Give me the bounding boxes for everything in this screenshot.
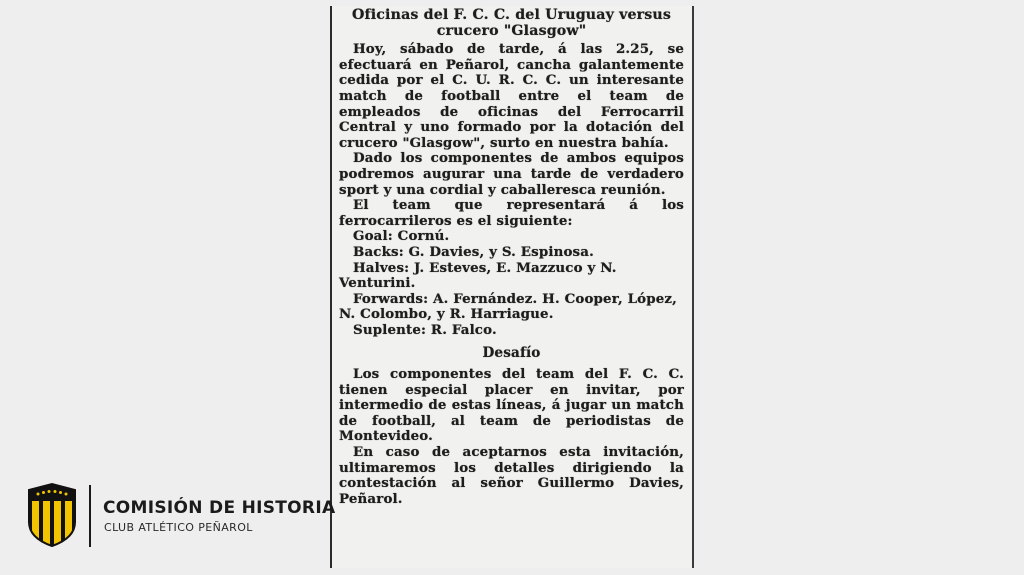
brand-title: COMISIÓN DE HISTORIA — [103, 498, 336, 518]
brand-divider — [89, 485, 91, 547]
article-paragraph-2: Dado los componentes de ambos equipos podremos augurar una tarde de verdadero sport y una cordial y caballeresca reunión. — [339, 150, 684, 198]
roster-halves: Halves: J. Esteves, E. Mazzuco y N. Venturini. — [339, 259, 617, 292]
roster-backs: Backs: G. Davies, y S. Espinosa. — [353, 243, 594, 260]
headline-line-2: crucero "Glasgow" — [436, 22, 587, 39]
article-paragraph-5: En caso de aceptarnos esta invitación, ultimaremos los detalles dirigiendo la contestación al señor Guillermo Davies, Peñarol. — [339, 444, 684, 507]
team-roster — [339, 229, 684, 338]
roster-suplente: Suplente: R. Falco. — [353, 321, 497, 338]
club-shield-icon — [26, 482, 78, 548]
article-headline — [339, 8, 684, 39]
article-paragraph-3: El team que representará á los ferrocarrileros es el siguiente: — [339, 197, 684, 229]
roster-forwards: Forwards: A. Fernández. H. Cooper, López, N. Colombo, y R. Harriague. — [339, 290, 677, 323]
article-paragraph-4: Los componentes del team del F. C. C. tienen especial placer en invitar, por intermedio de estas líneas, á jugar un match de football, al team de periodistas de Montevideo. — [339, 366, 684, 445]
roster-goal: Goal: Cornú. — [353, 228, 450, 245]
brand-logo — [26, 482, 336, 552]
article-subhead: Desafío — [482, 345, 541, 362]
brand-subtitle: CLUB ATLÉTICO PEÑAROL — [104, 521, 253, 534]
article-paragraph-1: Hoy, sábado de tarde, á las 2.25, se efectuará en Peñarol, cancha galantemente cedida por el C. U. R. C. C. un interesante match de football entre el team de empleados de oficinas del Ferrocarril Central y uno formado por la dotación del crucero "Glasgow", surto en nuestra bahía. — [339, 41, 684, 151]
headline-line-1: Oficinas del F. C. C. del Uruguay versus — [351, 7, 672, 23]
newspaper-clipping — [330, 6, 694, 568]
